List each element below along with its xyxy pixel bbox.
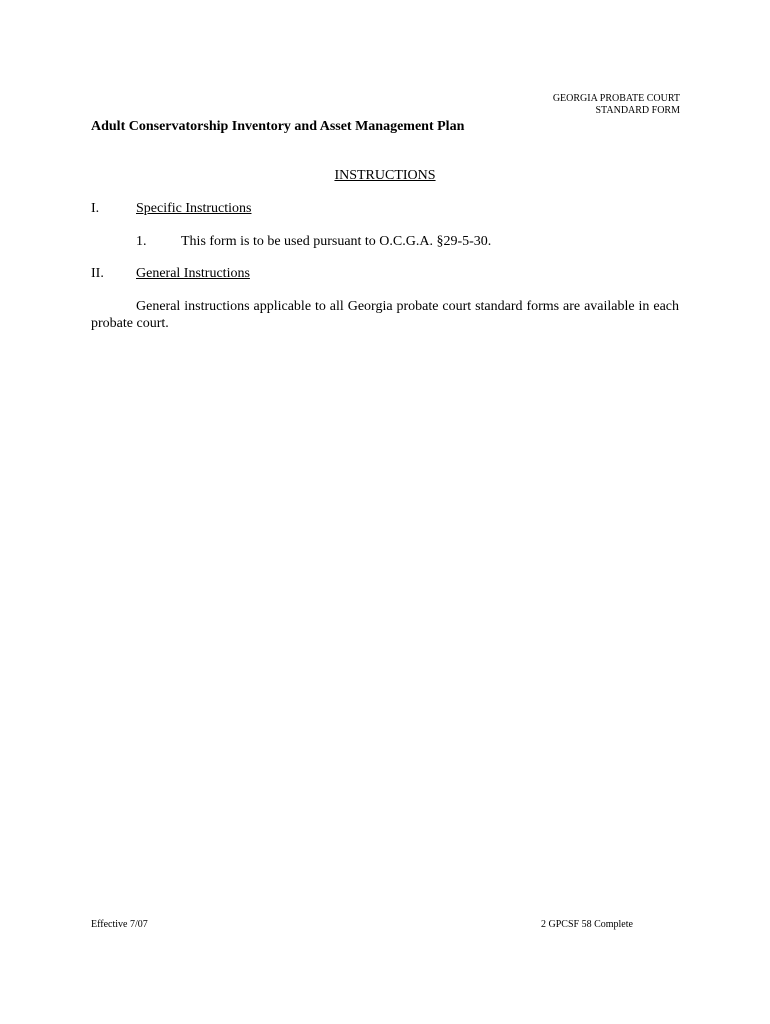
court-name: GEORGIA PROBATE COURT [552,93,680,104]
section-title: Specific Instructions [136,201,252,216]
item-text: This form is to be used pursuant to O.C.G.A. §29-5-30. [181,234,492,249]
instructions-heading-text: INSTRUCTIONS [334,168,436,183]
standard-form-label: STANDARD FORM [595,105,680,116]
court-header [553,93,680,117]
general-instructions-paragraph: General instructions applicable to all Georgia probate court standard forms are available in each probate court. [91,299,679,331]
instructions-heading [0,168,770,184]
section-number: I. [91,201,100,216]
item-number: 1. [136,234,147,249]
footer-effective-date: Effective 7/07 [91,919,148,930]
section-number: II. [91,266,104,281]
section-title: General Instructions [136,266,250,281]
form-title: Adult Conservatorship Inventory and Asset Management Plan [91,119,465,134]
footer-form-id: 2 GPCSF 58 Complete [541,919,633,930]
